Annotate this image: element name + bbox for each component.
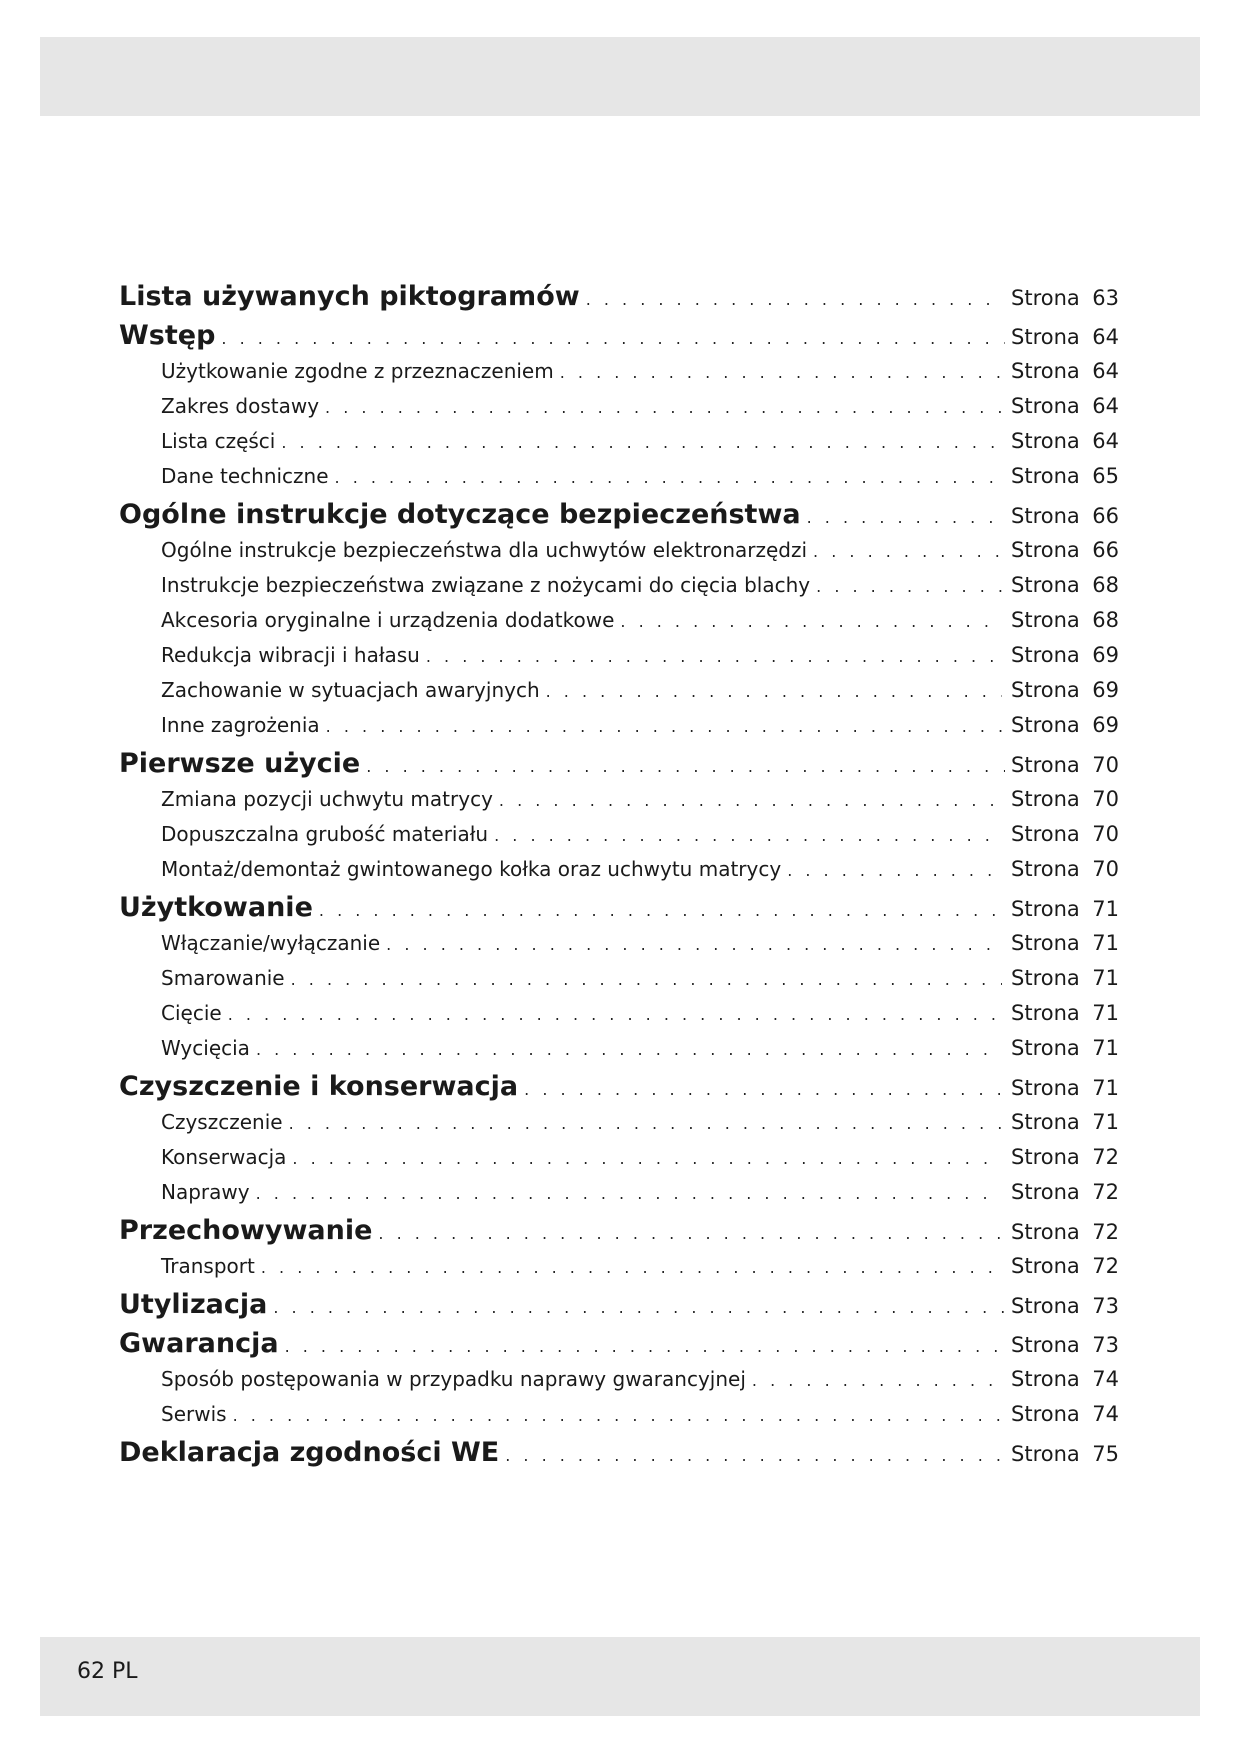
toc-page-prefix: Strona: [1011, 1180, 1080, 1204]
toc-entry-title: Sposób postępowania w przypadku naprawy gwarancyjnej: [161, 1367, 746, 1391]
toc-page-prefix: Strona: [1011, 1254, 1080, 1278]
toc-subsection-entry[interactable]: [119, 643, 1119, 678]
toc-page-number: 64: [1092, 429, 1119, 453]
toc-page-number: 72: [1092, 1180, 1119, 1204]
toc-page-prefix: Strona: [1011, 643, 1080, 667]
toc-page-prefix: Strona: [1011, 1333, 1080, 1357]
toc-entry-title: Zachowanie w sytuacjach awaryjnych: [161, 678, 540, 702]
toc-entry-title: Smarowanie: [161, 966, 285, 990]
toc-page-prefix: Strona: [1011, 504, 1080, 528]
toc-section-entry[interactable]: [119, 1071, 1119, 1110]
toc-entry-title: Instrukcje bezpieczeństwa związane z nożycami do cięcia blachy: [161, 573, 811, 597]
toc-page-number: 66: [1092, 538, 1119, 562]
toc-section-entry[interactable]: [119, 281, 1119, 320]
toc-section-entry[interactable]: [119, 1328, 1119, 1367]
toc-page-number: 69: [1092, 713, 1119, 737]
toc-subsection-entry[interactable]: [119, 1367, 1119, 1402]
toc-page-prefix: Strona: [1011, 787, 1080, 811]
toc-subsection-entry[interactable]: [119, 931, 1119, 966]
toc-page-prefix: Strona: [1011, 325, 1080, 349]
toc-page-prefix: Strona: [1011, 1001, 1080, 1025]
toc-page-prefix: Strona: [1011, 573, 1080, 597]
toc-page-number: 65: [1092, 464, 1119, 488]
toc-page-number: 70: [1092, 753, 1119, 777]
toc-page-prefix: Strona: [1011, 713, 1080, 737]
toc-section-entry[interactable]: [119, 748, 1119, 787]
toc-entry-title: Cięcie: [161, 1001, 222, 1025]
toc-entry-title: Montaż/demontaż gwintowanego kołka oraz uchwytu matrycy: [161, 857, 782, 881]
toc-page-prefix: Strona: [1011, 1220, 1080, 1244]
toc-subsection-entry[interactable]: [119, 359, 1119, 394]
toc-entry-title: Lista używanych piktogramów: [119, 281, 580, 312]
toc-page-prefix: Strona: [1011, 538, 1080, 562]
toc-page-prefix: Strona: [1011, 1036, 1080, 1060]
dot-leader: [494, 826, 1002, 845]
dot-leader: [261, 1258, 1002, 1277]
dot-leader: [426, 647, 1002, 666]
toc-page-number: 68: [1092, 573, 1119, 597]
toc-section-entry[interactable]: [119, 1215, 1119, 1254]
toc-page-prefix: Strona: [1011, 1294, 1080, 1318]
toc-subsection-entry[interactable]: [119, 1036, 1119, 1071]
toc-subsection-entry[interactable]: [119, 538, 1119, 573]
toc-entry-title: Gwarancja: [119, 1328, 279, 1359]
toc-entry-title: Lista części: [161, 429, 276, 453]
toc-page-prefix: Strona: [1011, 1145, 1080, 1169]
dot-leader: [816, 577, 1002, 596]
dot-leader: [233, 1406, 1002, 1425]
dot-leader: [256, 1184, 1002, 1203]
dot-leader: [285, 1337, 1005, 1356]
toc-subsection-entry[interactable]: [119, 857, 1119, 892]
toc-entry-title: Transport: [161, 1254, 255, 1278]
toc-page-prefix: Strona: [1011, 753, 1080, 777]
toc-page-prefix: Strona: [1011, 966, 1080, 990]
dot-leader: [291, 970, 1002, 989]
dot-leader: [228, 1005, 1002, 1024]
toc-page-number: 72: [1092, 1220, 1119, 1244]
toc-entry-title: Redukcja wibracji i hałasu: [161, 643, 420, 667]
dot-leader: [292, 1149, 1002, 1168]
toc-subsection-entry[interactable]: [119, 713, 1119, 748]
toc-entry-title: Włączanie/wyłączanie: [161, 931, 381, 955]
toc-subsection-entry[interactable]: [119, 678, 1119, 713]
toc-subsection-entry[interactable]: [119, 608, 1119, 643]
toc-page-number: 71: [1092, 931, 1119, 955]
toc-page-prefix: Strona: [1011, 359, 1080, 383]
dot-leader: [325, 398, 1002, 417]
toc-entry-title: Deklaracja zgodności WE: [119, 1437, 500, 1468]
toc-page-number: 64: [1092, 359, 1119, 383]
toc-entry-title: Dopuszczalna grubość materiału: [161, 822, 489, 846]
dot-leader: [319, 901, 1005, 920]
toc-subsection-entry[interactable]: [119, 822, 1119, 857]
toc-entry-title: Akcesoria oryginalne i urządzenia dodatkowe: [161, 608, 615, 632]
toc-page-number: 75: [1092, 1442, 1119, 1466]
dot-leader: [326, 717, 1002, 736]
toc-entry-title: Zakres dostawy: [161, 394, 320, 418]
toc-page-prefix: Strona: [1011, 1367, 1080, 1391]
dot-leader: [560, 363, 1002, 382]
toc-page-prefix: Strona: [1011, 857, 1080, 881]
dot-leader: [221, 329, 1005, 348]
toc-page-prefix: Strona: [1011, 464, 1080, 488]
page-number: 62 PL: [77, 1659, 138, 1684]
toc-entry-title: Ogólne instrukcje dotyczące bezpieczeństwa: [119, 499, 801, 530]
toc-entry-title: Wstęp: [119, 320, 216, 351]
toc-entry-title: Utylizacja: [119, 1289, 268, 1320]
toc-page-number: 64: [1092, 325, 1119, 349]
toc-page-prefix: Strona: [1011, 897, 1080, 921]
toc-subsection-entry[interactable]: [119, 1180, 1119, 1215]
toc-page-number: 71: [1092, 1076, 1119, 1100]
dot-leader: [586, 290, 1005, 309]
toc-page-number: 74: [1092, 1367, 1119, 1391]
toc-page-number: 70: [1092, 857, 1119, 881]
toc-page-prefix: Strona: [1011, 1076, 1080, 1100]
toc-subsection-entry[interactable]: [119, 966, 1119, 1001]
toc-entry-title: Inne zagrożenia: [161, 713, 320, 737]
dot-leader: [813, 542, 1002, 561]
toc-subsection-entry[interactable]: [119, 1254, 1119, 1289]
table-of-contents: [119, 281, 1119, 1476]
toc-page-number: 72: [1092, 1145, 1119, 1169]
toc-section-entry[interactable]: [119, 892, 1119, 931]
footer-bar: [40, 1637, 1200, 1716]
toc-entry-title: Użytkowanie zgodne z przeznaczeniem: [161, 359, 554, 383]
toc-page-prefix: Strona: [1011, 608, 1080, 632]
toc-entry-title: Serwis: [161, 1402, 227, 1426]
toc-entry-title: Czyszczenie i konserwacja: [119, 1071, 519, 1102]
toc-page-number: 69: [1092, 643, 1119, 667]
toc-subsection-entry[interactable]: [119, 573, 1119, 608]
dot-leader: [524, 1080, 1005, 1099]
dot-leader: [386, 935, 1002, 954]
toc-section-entry[interactable]: [119, 1437, 1119, 1476]
dot-leader: [752, 1371, 1002, 1390]
toc-page-number: 73: [1092, 1333, 1119, 1357]
toc-entry-title: Wycięcia: [161, 1036, 250, 1060]
toc-entry-title: Dane techniczne: [161, 464, 329, 488]
toc-page-number: 70: [1092, 787, 1119, 811]
toc-page-number: 71: [1092, 897, 1119, 921]
toc-page-number: 70: [1092, 822, 1119, 846]
toc-page-prefix: Strona: [1011, 1110, 1080, 1134]
toc-page-number: 71: [1092, 966, 1119, 990]
toc-entry-title: Ogólne instrukcje bezpieczeństwa dla uchwytów elektronarzędzi: [161, 538, 808, 562]
toc-page-prefix: Strona: [1011, 931, 1080, 955]
toc-entry-title: Czyszczenie: [161, 1110, 283, 1134]
toc-subsection-entry[interactable]: [119, 464, 1119, 499]
toc-entry-title: Użytkowanie: [119, 892, 313, 923]
toc-subsection-entry[interactable]: [119, 1145, 1119, 1180]
toc-section-entry[interactable]: [119, 320, 1119, 359]
toc-page-number: 69: [1092, 678, 1119, 702]
toc-page-number: 64: [1092, 394, 1119, 418]
dot-leader: [807, 508, 1005, 527]
toc-page-number: 71: [1092, 1001, 1119, 1025]
toc-page-number: 68: [1092, 608, 1119, 632]
toc-page-number: 71: [1092, 1036, 1119, 1060]
dot-leader: [366, 757, 1005, 776]
toc-page-number: 63: [1092, 286, 1119, 310]
toc-page-prefix: Strona: [1011, 429, 1080, 453]
toc-entry-title: Konserwacja: [161, 1145, 287, 1169]
toc-page-prefix: Strona: [1011, 286, 1080, 310]
dot-leader: [620, 612, 1002, 631]
toc-page-prefix: Strona: [1011, 822, 1080, 846]
toc-subsection-entry[interactable]: [119, 1001, 1119, 1036]
toc-subsection-entry[interactable]: [119, 1402, 1119, 1437]
toc-subsection-entry[interactable]: [119, 429, 1119, 464]
dot-leader: [505, 1446, 1005, 1465]
toc-section-entry[interactable]: [119, 499, 1119, 538]
dot-leader: [378, 1224, 1005, 1243]
header-bar: [40, 37, 1200, 116]
toc-page-prefix: Strona: [1011, 1402, 1080, 1426]
toc-page-prefix: Strona: [1011, 394, 1080, 418]
toc-entry-title: Zmiana pozycji uchwytu matrycy: [161, 787, 493, 811]
toc-page-prefix: Strona: [1011, 1442, 1080, 1466]
toc-page-number: 72: [1092, 1254, 1119, 1278]
dot-leader: [281, 433, 1002, 452]
dot-leader: [335, 468, 1002, 487]
dot-leader: [289, 1114, 1002, 1133]
dot-leader: [546, 682, 1002, 701]
toc-page-number: 71: [1092, 1110, 1119, 1134]
dot-leader: [499, 791, 1002, 810]
toc-subsection-entry[interactable]: [119, 1110, 1119, 1145]
toc-section-entry[interactable]: [119, 1289, 1119, 1328]
dot-leader: [273, 1298, 1005, 1317]
toc-entry-title: Przechowywanie: [119, 1215, 373, 1246]
dot-leader: [256, 1040, 1002, 1059]
toc-subsection-entry[interactable]: [119, 394, 1119, 429]
toc-page-number: 74: [1092, 1402, 1119, 1426]
dot-leader: [787, 861, 1002, 880]
toc-page-number: 73: [1092, 1294, 1119, 1318]
toc-entry-title: Pierwsze użycie: [119, 748, 361, 779]
toc-page-number: 66: [1092, 504, 1119, 528]
toc-page-prefix: Strona: [1011, 678, 1080, 702]
toc-subsection-entry[interactable]: [119, 787, 1119, 822]
toc-entry-title: Naprawy: [161, 1180, 250, 1204]
